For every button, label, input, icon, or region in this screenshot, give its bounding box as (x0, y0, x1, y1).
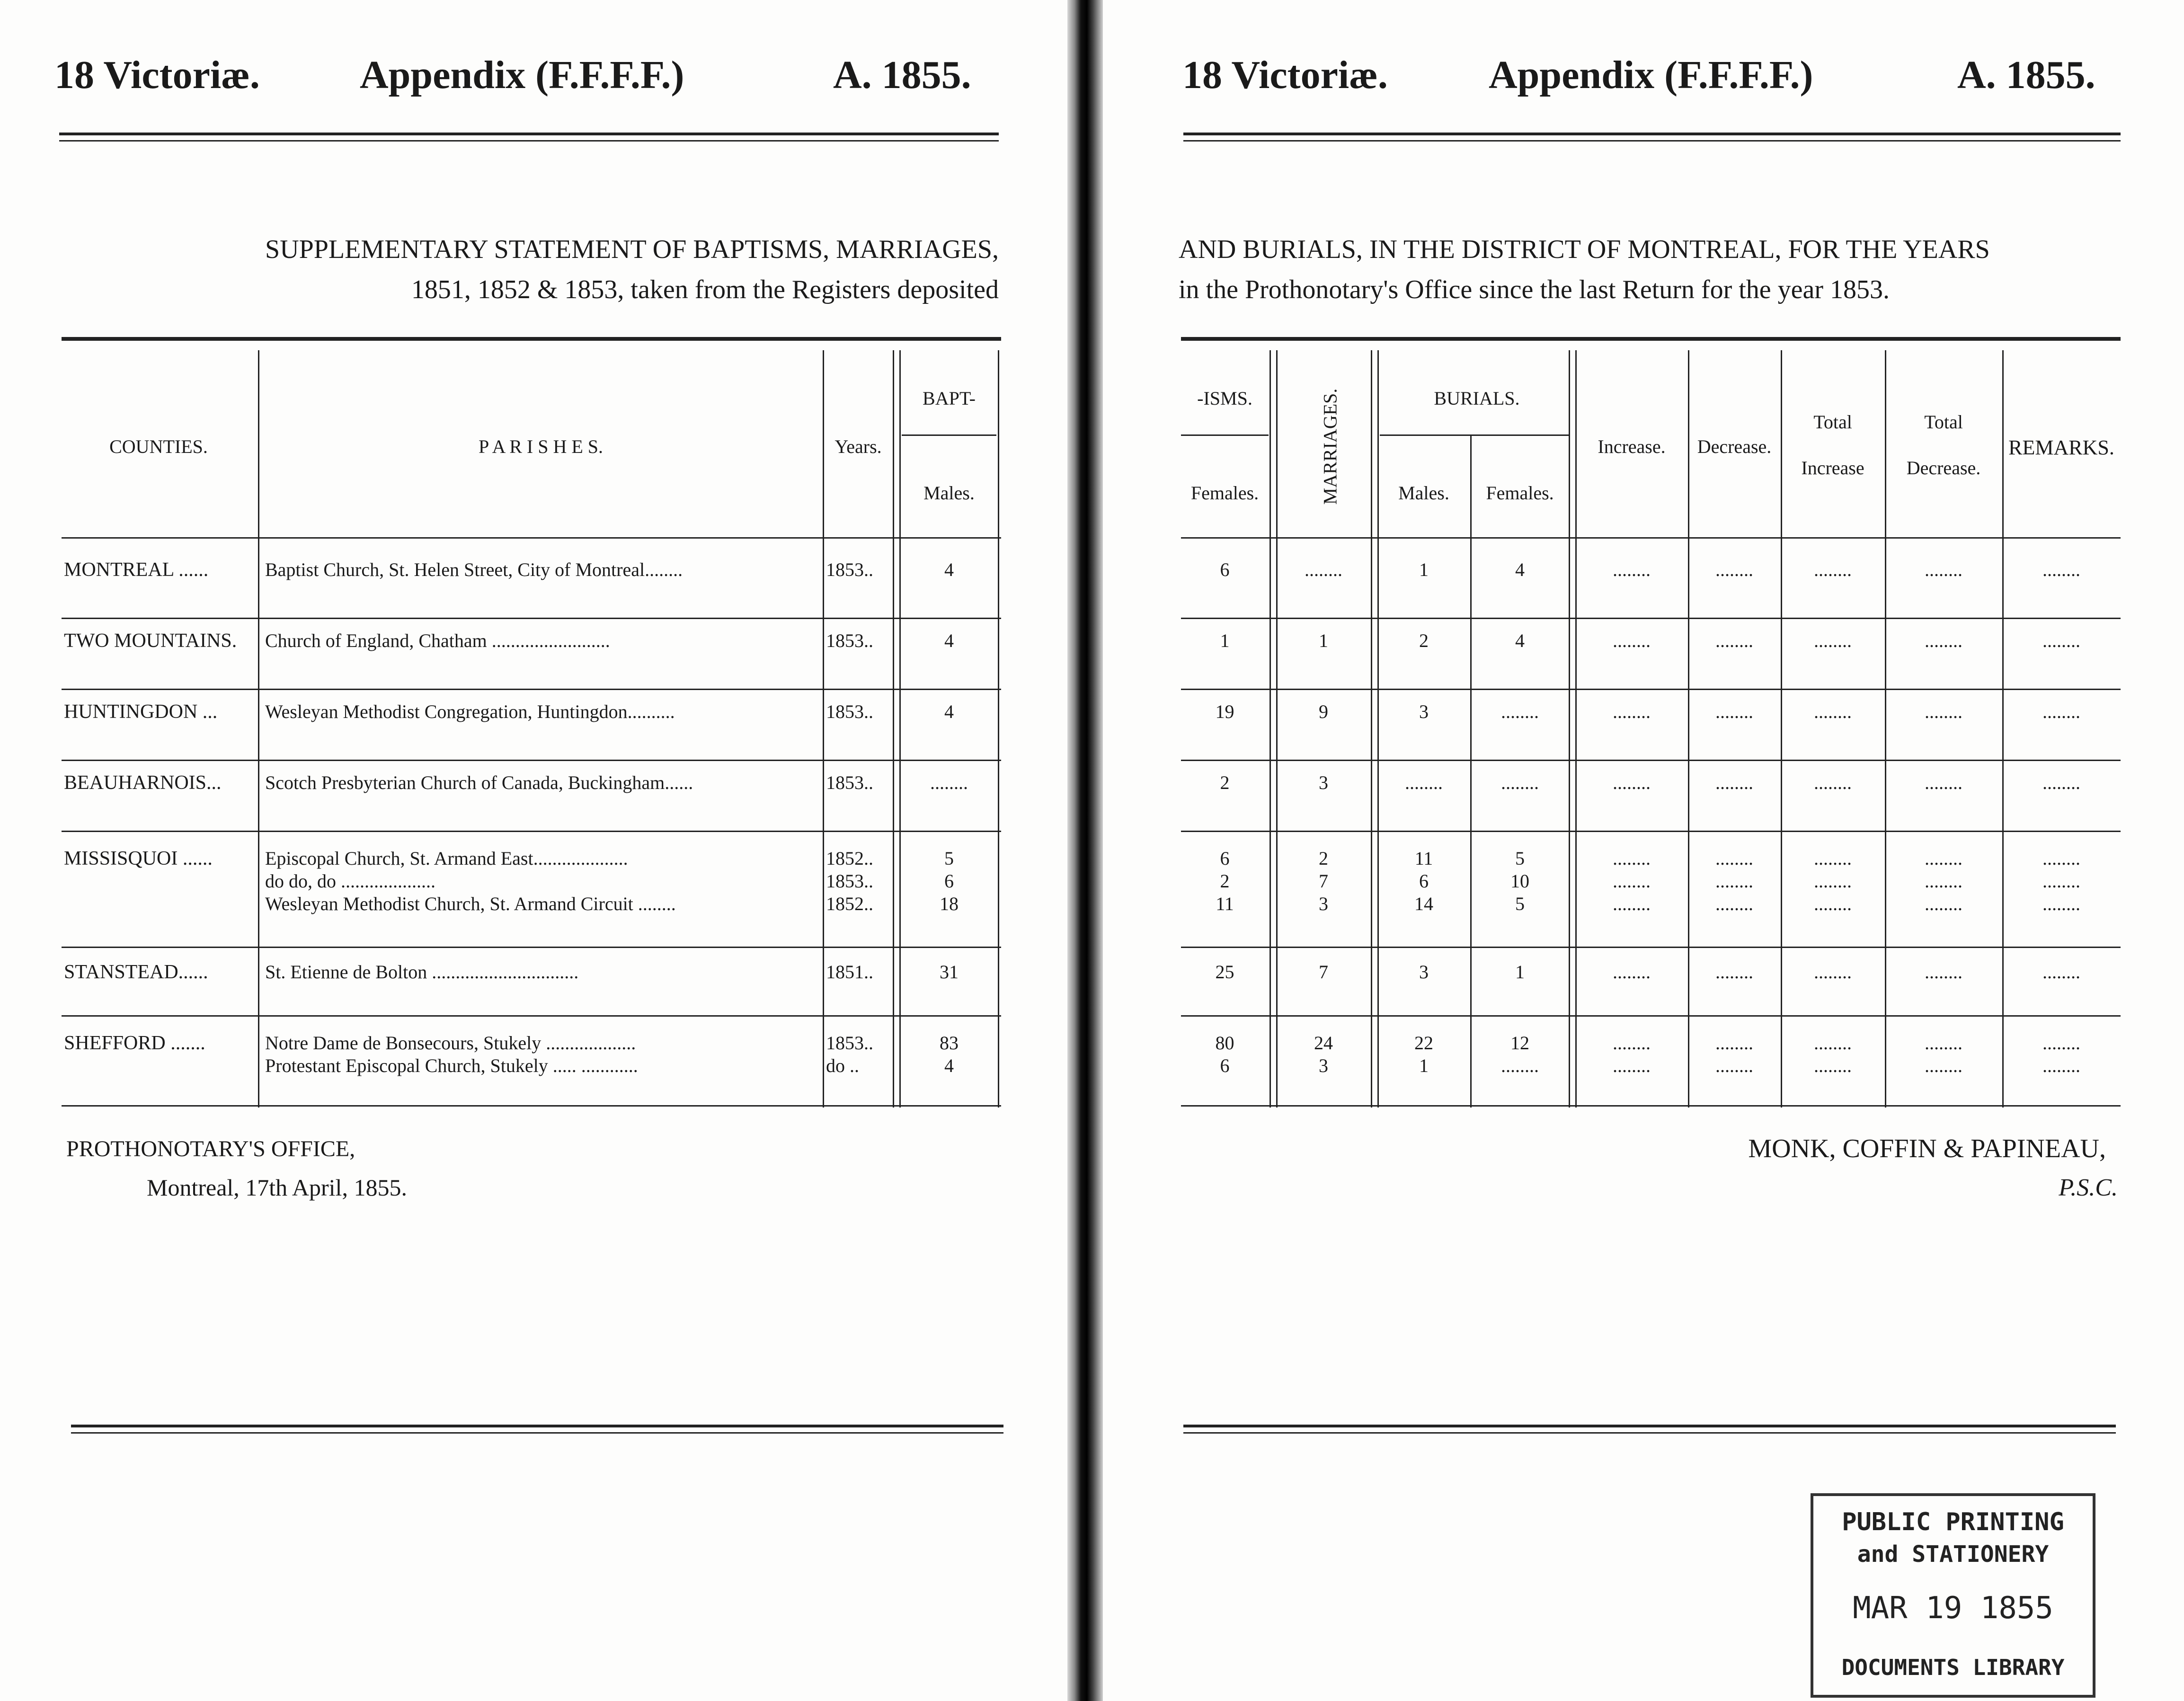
burial-females-cell: 12 (1510, 1032, 1529, 1054)
bapt-subrule (902, 434, 996, 436)
row-rule (62, 1105, 1001, 1107)
males-col: Males. (923, 482, 975, 504)
baptism-males-cell: 31 (940, 961, 959, 983)
year-cell: 1853.. (826, 701, 873, 722)
burial-males-cell: 6 (1419, 870, 1429, 892)
row-rule (62, 1015, 1001, 1017)
session-header: 18 Victoriæ. (54, 53, 260, 97)
total-decrease-cell: ........ (1925, 870, 1962, 892)
increase-cell: ........ (1613, 961, 1651, 983)
decrease-col: Decrease. (1697, 436, 1772, 457)
decrease-cell: ........ (1715, 870, 1753, 892)
total-decrease-cell: ........ (1925, 772, 1962, 793)
baptism-males-cell: 18 (940, 893, 959, 914)
parish-name: Notre Dame de Bonsecours, Stukely ................... (265, 1032, 636, 1054)
remarks-cell: ........ (2042, 848, 2080, 869)
title-line-4: in the Prothonotary's Office since the last Return for the year 1853. (1179, 275, 1890, 304)
decrease-cell: ........ (1715, 848, 1753, 869)
total-increase-cell: ........ (1814, 961, 1852, 983)
baptism-females-cell: 6 (1220, 848, 1230, 869)
parish-name: Baptist Church, St. Helen Street, City of Montreal........ (265, 559, 683, 580)
burial-males-cell: 14 (1414, 893, 1433, 914)
burial-females-cell: 4 (1515, 630, 1525, 651)
appendix-header: Appendix (F.F.F.F.) (360, 53, 684, 97)
marriages-cell: 9 (1319, 701, 1328, 722)
col-rule (1270, 350, 1271, 1107)
total-decrease-col-1: Total (1924, 411, 1963, 433)
row-rule (1181, 831, 2121, 832)
county-name: MISSISQUOI ...... (64, 848, 213, 869)
row-rule (62, 947, 1001, 948)
appendix-header: Appendix (F.F.F.F.) (1489, 53, 1813, 97)
burials-subrule (1380, 434, 1569, 436)
marriages-cell: 2 (1319, 848, 1328, 869)
stamp-line-4: DOCUMENTS LIBRARY (1841, 1655, 2065, 1680)
row-rule (1181, 689, 2121, 690)
row-rule (62, 831, 1001, 832)
year-cell: 1853.. (826, 630, 873, 651)
burial-males-cell: 3 (1419, 961, 1429, 983)
decrease-cell: ........ (1715, 772, 1753, 793)
baptism-females-cell: 6 (1220, 1055, 1230, 1076)
baptism-females-cell: 1 (1220, 630, 1230, 651)
burials-col: BURIALS. (1434, 388, 1520, 409)
baptism-females-cell: 2 (1220, 870, 1230, 892)
title-line-2: 1851, 1852 & 1853, taken from the Registers deposited (411, 275, 999, 304)
total-increase-cell: ........ (1814, 848, 1852, 869)
burial-males-cell: 11 (1414, 848, 1433, 869)
total-decrease-cell: ........ (1925, 961, 1962, 983)
parish-name: Protestant Episcopal Church, Stukely ..... ............ (265, 1055, 638, 1076)
footer-office: PROTHONOTARY'S OFFICE, (66, 1136, 355, 1161)
remarks-cell: ........ (2042, 961, 2080, 983)
col-rule (899, 350, 901, 1107)
decrease-cell: ........ (1715, 893, 1753, 914)
bottom-rule-thin (1183, 1432, 2116, 1434)
col-rule (2002, 350, 2004, 1107)
stamp-line-2: and STATIONERY (1857, 1541, 2049, 1568)
marriages-cell: 3 (1319, 1055, 1328, 1076)
title-line-1: SUPPLEMENTARY STATEMENT OF BAPTISMS, MARRIAGES, (265, 235, 999, 264)
burial-males-cell: 2 (1419, 630, 1429, 651)
total-decrease-col-2: Decrease. (1906, 457, 1981, 478)
parishes-col: P A R I S H E S. (478, 436, 604, 457)
burial-males-cell: 22 (1414, 1032, 1433, 1054)
baptism-females-cell: 19 (1215, 701, 1234, 722)
burial-females-col: Females. (1486, 482, 1554, 504)
year-header: A. 1855. (833, 53, 971, 97)
marriages-cell: 7 (1319, 961, 1328, 983)
year-cell: 1853.. (826, 559, 873, 580)
county-name: HUNTINGDON ... (64, 701, 218, 723)
decrease-cell: ........ (1715, 961, 1753, 983)
signatory-title: P.S.C. (2059, 1174, 2118, 1201)
burial-males-col: Males. (1398, 482, 1449, 504)
col-rule (1276, 350, 1278, 1107)
header-rule (1183, 133, 2121, 135)
increase-cell: ........ (1613, 893, 1651, 914)
burial-males-cell: ........ (1405, 772, 1443, 793)
baptism-males-cell: 5 (944, 848, 954, 869)
baptism-females-cell: 2 (1220, 772, 1230, 793)
total-increase-cell: ........ (1814, 870, 1852, 892)
col-rule (1371, 350, 1372, 1107)
col-rule (998, 350, 999, 1107)
total-decrease-cell: ........ (1925, 893, 1962, 914)
county-name: STANSTEAD...... (64, 961, 208, 983)
head-bottom-rule (62, 537, 1001, 539)
total-decrease-cell: ........ (1925, 630, 1962, 651)
year-cell: 1852.. (826, 848, 873, 869)
table-top-rule (62, 337, 1001, 341)
remarks-cell: ........ (2042, 772, 2080, 793)
marriages-cell: ........ (1305, 559, 1342, 580)
remarks-col: REMARKS. (2008, 436, 2114, 459)
header-rule-thin (59, 140, 999, 142)
decrease-cell: ........ (1715, 559, 1753, 580)
burial-females-cell: 5 (1515, 848, 1525, 869)
marriages-col: MARRIAGES. (1319, 388, 1341, 505)
book-gutter (1067, 0, 1103, 1701)
remarks-cell: ........ (2042, 1032, 2080, 1054)
stamp-date: MAR 19 1855 (1853, 1591, 2053, 1626)
baptism-females-cell: 11 (1216, 893, 1234, 914)
row-rule (1181, 1015, 2121, 1017)
increase-cell: ........ (1613, 630, 1651, 651)
increase-cell: ........ (1613, 559, 1651, 580)
row-rule (62, 618, 1001, 619)
total-decrease-cell: ........ (1925, 1055, 1962, 1076)
total-increase-cell: ........ (1814, 1032, 1852, 1054)
total-increase-col-2: Increase (1801, 457, 1864, 478)
decrease-cell: ........ (1715, 1032, 1753, 1054)
title-line-3: AND BURIALS, IN THE DISTRICT OF MONTREAL, FOR THE YEARS (1179, 235, 1990, 264)
females-col: Females. (1190, 482, 1259, 504)
parish-name: Scotch Presbyterian Church of Canada, Buckingham...... (265, 772, 693, 793)
row-rule (62, 689, 1001, 690)
remarks-cell: ........ (2042, 701, 2080, 722)
baptism-females-cell: 80 (1215, 1032, 1234, 1054)
header-rule-thin (1183, 140, 2121, 142)
year-cell: do .. (826, 1055, 859, 1076)
total-decrease-cell: ........ (1925, 559, 1962, 580)
remarks-cell: ........ (2042, 559, 2080, 580)
col-rule (258, 350, 259, 1107)
row-rule (1181, 760, 2121, 761)
row-rule (1181, 947, 2121, 948)
burial-females-cell: ........ (1501, 701, 1539, 722)
total-increase-cell: ........ (1814, 893, 1852, 914)
total-decrease-cell: ........ (1925, 848, 1962, 869)
baptism-males-cell: 4 (944, 559, 954, 580)
remarks-cell: ........ (2042, 1055, 2080, 1076)
increase-cell: ........ (1613, 1032, 1651, 1054)
total-increase-col-1: Total (1813, 411, 1852, 433)
baptism-males-cell: 4 (944, 1055, 954, 1076)
parish-name: do do, do .................... (265, 870, 435, 892)
increase-cell: ........ (1613, 848, 1651, 869)
isms-subrule (1181, 434, 1269, 436)
signatories: MONK, COFFIN & PAPINEAU, (1748, 1134, 2106, 1163)
col-rule (823, 350, 824, 1107)
burial-females-cell: 5 (1515, 893, 1525, 914)
increase-cell: ........ (1613, 870, 1651, 892)
row-rule (1181, 1105, 2121, 1107)
col-rule (1377, 350, 1379, 1107)
county-name: TWO MOUNTAINS. (64, 630, 237, 652)
col-rule (1575, 350, 1577, 1107)
parish-name: Church of England, Chatham ......................... (265, 630, 610, 651)
burial-females-cell: 1 (1515, 961, 1525, 983)
right-page (1103, 0, 2184, 1701)
year-cell: 1853.. (826, 772, 873, 793)
year-header: A. 1855. (1957, 53, 2095, 97)
increase-cell: ........ (1613, 772, 1651, 793)
library-stamp (1811, 1493, 2095, 1698)
total-decrease-cell: ........ (1925, 701, 1962, 722)
year-cell: 1853.. (826, 870, 873, 892)
decrease-cell: ........ (1715, 701, 1753, 722)
col-rule (1688, 350, 1689, 1107)
parish-name: Wesleyan Methodist Congregation, Huntingdon.......... (265, 701, 675, 722)
parish-name: Episcopal Church, St. Armand East.................... (265, 848, 628, 869)
baptism-males-cell: 4 (944, 630, 954, 651)
burial-males-cell: 1 (1419, 559, 1429, 580)
decrease-cell: ........ (1715, 630, 1753, 651)
total-increase-cell: ........ (1814, 701, 1852, 722)
total-increase-cell: ........ (1814, 772, 1852, 793)
marriages-cell: 24 (1314, 1032, 1333, 1054)
parish-name: St. Etienne de Bolton ............................... (265, 961, 579, 983)
increase-cell: ........ (1613, 701, 1651, 722)
burial-females-cell: 4 (1515, 559, 1525, 580)
left-page (0, 0, 1067, 1701)
county-name: MONTREAL ...... (64, 559, 209, 581)
total-increase-cell: ........ (1814, 630, 1852, 651)
marriages-cell: 1 (1319, 630, 1328, 651)
total-increase-cell: ........ (1814, 559, 1852, 580)
year-cell: 1852.. (826, 893, 873, 914)
years-col: Years. (835, 436, 882, 457)
session-header: 18 Victoriæ. (1182, 53, 1388, 97)
baptism-males-cell: ........ (930, 772, 968, 793)
bottom-rule (1183, 1425, 2116, 1427)
col-rule (893, 350, 894, 1107)
total-increase-cell: ........ (1814, 1055, 1852, 1076)
table-top-rule (1181, 337, 2121, 341)
counties-col: COUNTIES. (109, 436, 208, 457)
header-rule (59, 133, 999, 135)
footer-date: Montreal, 17th April, 1855. (147, 1174, 407, 1201)
county-name: SHEFFORD ....... (64, 1032, 205, 1054)
increase-cell: ........ (1613, 1055, 1651, 1076)
decrease-cell: ........ (1715, 1055, 1753, 1076)
bottom-rule (71, 1425, 1003, 1427)
bottom-rule-thin (71, 1432, 1003, 1434)
stamp-line-1: PUBLIC PRINTING (1842, 1508, 2064, 1536)
increase-col: Increase. (1598, 436, 1666, 457)
parish-name: Wesleyan Methodist Church, St. Armand Circuit ........ (265, 893, 676, 914)
marriages-cell: 3 (1319, 893, 1328, 914)
col-rule (1569, 350, 1570, 1107)
baptism-females-cell: 25 (1215, 961, 1234, 983)
burial-males-cell: 1 (1419, 1055, 1429, 1076)
bapt-col: BAPT- (923, 388, 976, 409)
burial-females-cell: ........ (1501, 1055, 1539, 1076)
baptism-males-cell: 83 (940, 1032, 959, 1054)
baptism-males-cell: 4 (944, 701, 954, 722)
year-cell: 1853.. (826, 1032, 873, 1054)
county-name: BEAUHARNOIS... (64, 772, 222, 794)
burial-females-cell: ........ (1501, 772, 1539, 793)
marriages-cell: 3 (1319, 772, 1328, 793)
burial-males-cell: 3 (1419, 701, 1429, 722)
isms-col: -ISMS. (1197, 388, 1252, 409)
year-cell: 1851.. (826, 961, 873, 983)
total-decrease-cell: ........ (1925, 1032, 1962, 1054)
remarks-cell: ........ (2042, 893, 2080, 914)
row-rule (62, 760, 1001, 761)
baptism-females-cell: 6 (1220, 559, 1230, 580)
remarks-cell: ........ (2042, 870, 2080, 892)
burial-females-cell: 10 (1510, 870, 1529, 892)
col-rule (1470, 435, 1472, 1107)
marriages-cell: 7 (1319, 870, 1328, 892)
remarks-cell: ........ (2042, 630, 2080, 651)
baptism-males-cell: 6 (944, 870, 954, 892)
row-rule (1181, 618, 2121, 619)
